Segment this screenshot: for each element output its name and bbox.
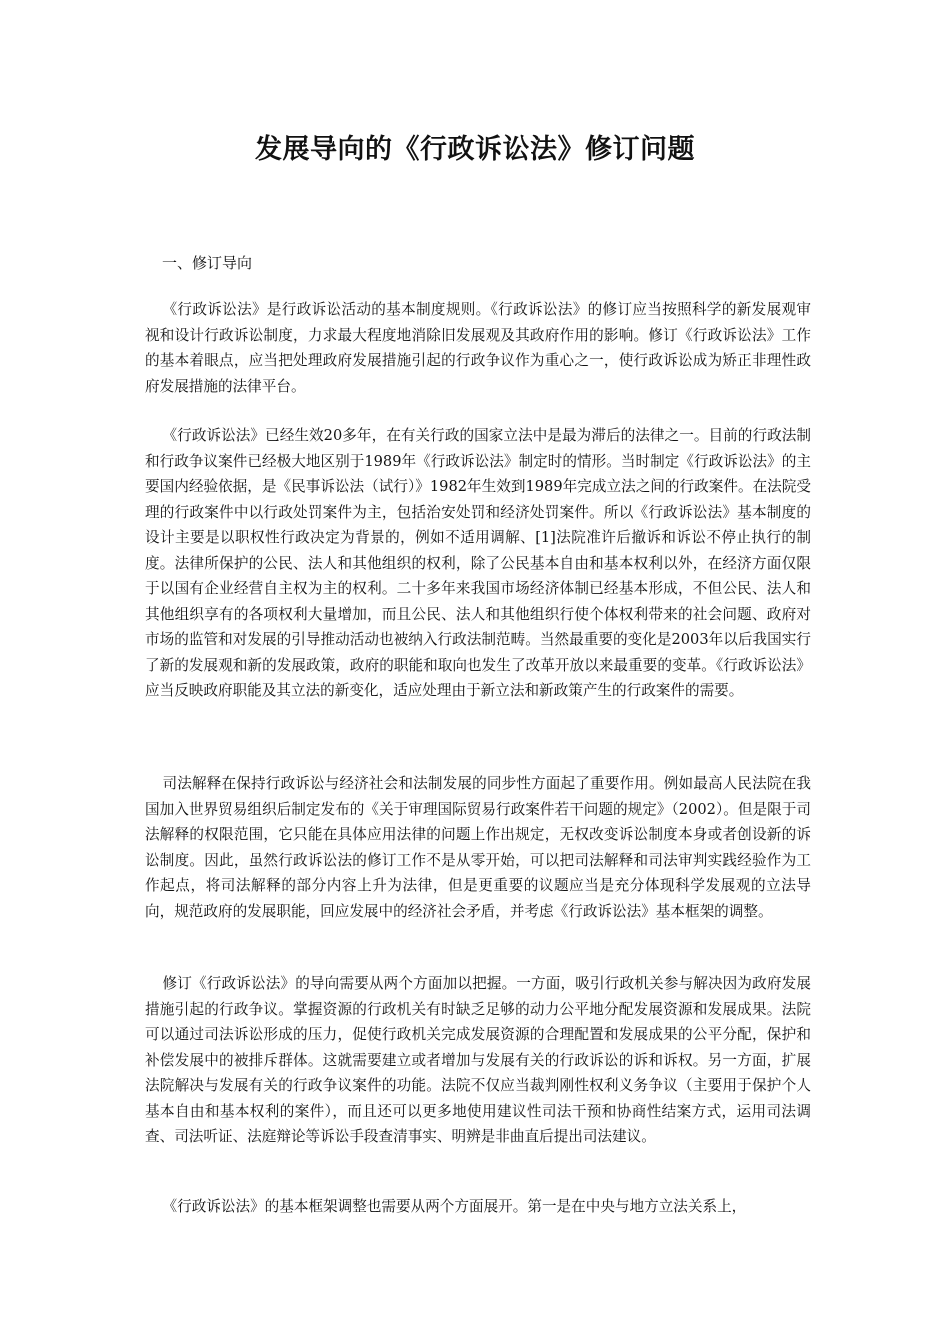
paragraph: 《行政诉讼法》已经生效20多年，在有关行政的国家立法中是最为滞后的法律之一。目前的行政法制和行政争议案件已经极大地区别于1989年《行政诉讼法》制定时的情形。当时制定《行政诉讼法》的主要国内经验依据，是《民事诉讼法（试行）》1982年生效到1989年完成立法之间的行政案件。在法院受理的行政案件中以行政处罚案件为主，包括治安处罚和经济处罚案件。所以《行政诉讼法》基本制度的设计主要是以职权性行政决定为背景的，例如不适用调解、[1]法院准许后撤诉和诉讼不停止执行的制度。法律所保护的公民、法人和其他组织的权利，除了公民基本自由和基本权利以外，在经济方面仅限于以国有企业经营自主权为主的权利。二十多年来我国市场经济体制已经基本形成，不但公民、法人和其他组织享有的各项权利大量增加，而且公民、法人和其他组织行使个体权利带来的社会问题、政府对市场的监管和对发展的引导推动活动也被纳入行政法制范畴。当然最重要的变化是2003年以后我国实行了新的发展观和新的发展政策，政府的职能和取向也发生了改革开放以来最重要的变革。《行政诉讼法》应当反映政府职能及其立法的新变化，适应处理由于新立法和新政策产生的行政案件的需要。 bbox=[145, 427, 811, 699]
paragraph: 修订《行政诉讼法》的导向需要从两个方面加以把握。一方面，吸引行政机关参与解决因为政府发展措施引起的行政争议。掌握资源的行政机关有时缺乏足够的动力公平地分配发展资源和发展成果。法院可以通过司法诉讼形成的压力，促使行政机关完成发展资源的合理配置和发展成果的公平分配，保护和补偿发展中的被排斥群体。这就需要建立或者增加与发展有关的行政诉讼的诉和诉权。另一方面，扩展法院解决与发展有关的行政争议案件的功能。法院不仅应当裁判刚性权利义务争议（主要用于保护个人基本自由和基本权利的案件），而且还可以更多地使用建议性司法干预和协商性结案方式，运用司法调查、司法听证、法庭辩论等诉讼手段查清事实、明辨是非曲直后提出司法建议。 bbox=[145, 975, 811, 1145]
paragraph: 《行政诉讼法》的基本框架调整也需要从两个方面展开。第一是在中央与地方立法关系上， bbox=[162, 1198, 747, 1215]
paragraph: 《行政诉讼法》是行政诉讼活动的基本制度规则。《行政诉讼法》的修订应当按照科学的新发展观审视和设计行政诉讼制度，力求最大程度地消除旧发展观及其政府作用的影响。修订《行政诉讼法》工作的基本着眼点，应当把处理政府发展措施引起的行政争议作为重心之一，使行政诉讼成为矫正非理性政府发展措施的法律平台。 bbox=[145, 301, 811, 395]
paragraph: 司法解释在保持行政诉讼与经济社会和法制发展的同步性方面起了重要作用。例如最高人民法院在我国加入世界贸易组织后制定发布的《关于审理国际贸易行政案件若干问题的规定》（2002）。但是限于司法解释的权限范围，它只能在具体应用法律的问题上作出规定，无权改变诉讼制度本身或者创设新的诉讼制度。因此，虽然行政诉讼法的修订工作不是从零开始，可以把司法解释和司法审判实践经验作为工作起点，将司法解释的部分内容上升为法律，但是更重要的议题应当是充分体现科学发展观的立法导向，规范政府的发展职能，回应发展中的经济社会矛盾，并考虑《行政诉讼法》基本框架的调整。 bbox=[145, 775, 811, 920]
section-heading: 一、修订导向 bbox=[162, 254, 253, 272]
document-title: 发展导向的《行政诉讼法》修订问题 bbox=[255, 134, 695, 165]
